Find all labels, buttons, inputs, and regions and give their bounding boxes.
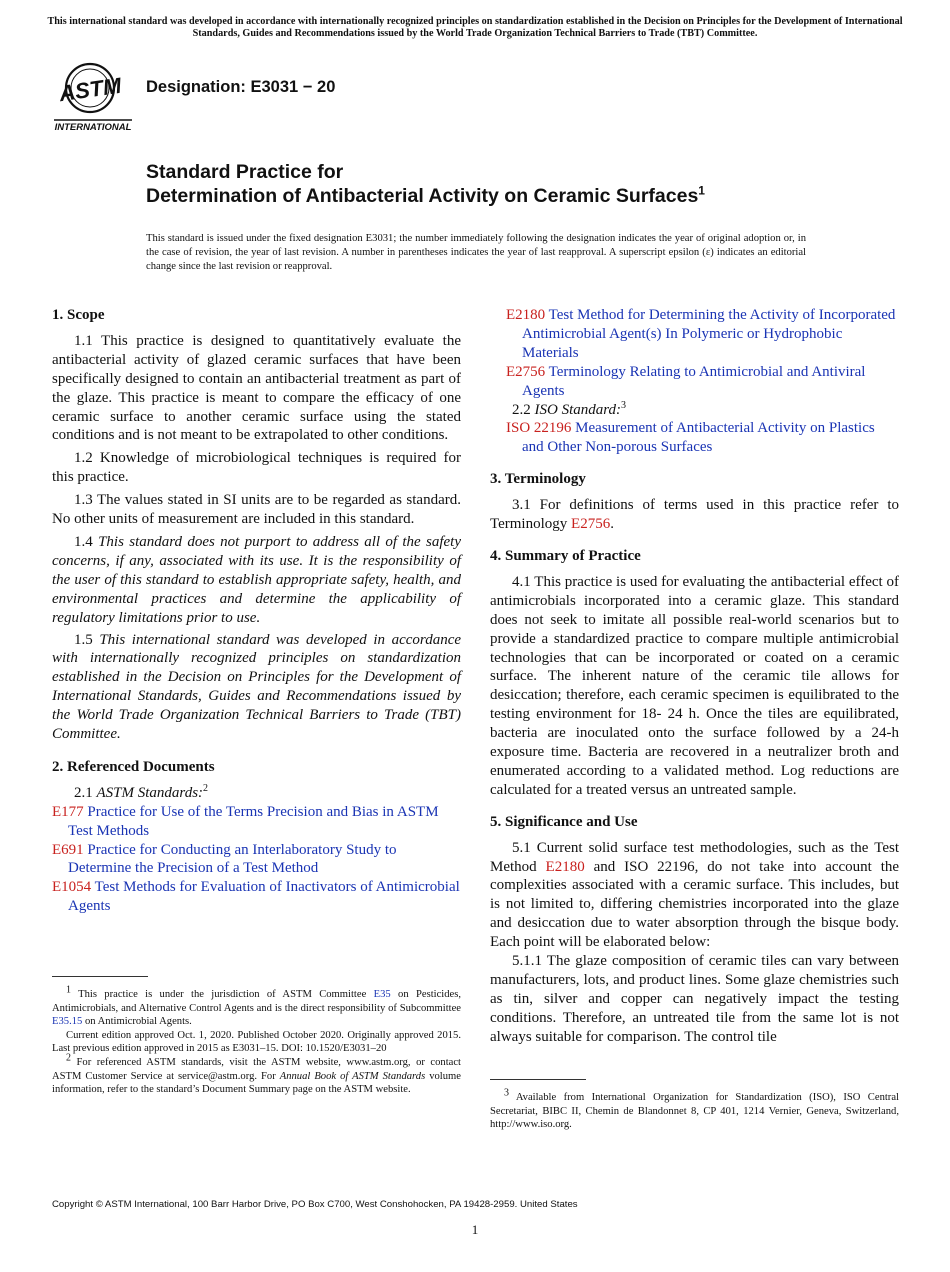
section-3-heading: 3. Terminology [490, 471, 586, 488]
ref-title-link[interactable]: Terminology Relating to Antimicrobial and Antiviral Agents [522, 363, 866, 399]
para-1-2: 1.2 Knowledge of microbiological techniques is required for this practice. [52, 450, 461, 486]
copyright-footer: Copyright © ASTM International, 100 Barr Harbor Drive, PO Box C700, West Conshohocken, PA 19428-2959. United States [52, 1199, 578, 1210]
para-1-3: 1.3 The values stated in SI units are to be regarded as standard. No other units of measurement are included in this standard. [52, 492, 461, 528]
footnote-1-text-a: This practice is under the jurisdiction of ASTM Committee [78, 989, 367, 1000]
footnote-2-text-b: volume information, refer to the standard’s Document Summary page on the ASTM website. [52, 1070, 461, 1096]
para-3-1-end: . [610, 516, 614, 533]
svg-text:ASTM: ASTM [57, 72, 123, 107]
title-footnote-mark: 1 [698, 183, 705, 198]
footnote-mark-2: 2 [203, 782, 209, 794]
para-5-1 [490, 839, 899, 952]
page-number: 1 [471, 1222, 479, 1237]
footnote-rule-right [490, 1079, 586, 1080]
reference-e2180[interactable] [490, 306, 899, 363]
ref-title-link[interactable]: Test Methods for Evaluation of Inactivators of Antimicrobial Agents [68, 879, 460, 915]
footnote-right [490, 1087, 899, 1132]
terminology-e2756-link[interactable]: E2756 [571, 516, 611, 533]
footnote-1 [52, 984, 461, 1029]
footnote-2 [52, 1052, 461, 1097]
reference-e691[interactable] [52, 841, 461, 879]
para-1-5-number: 1.5 [74, 631, 93, 648]
standards-notice: This international standard was developed in accordance with internationally recognized principles on standardization established in the Decision on Principles for the Development of International Standards, Guides and Recommendations issued by the World Trade Organization Technical Barriers to Trade (TBT) Committee. [47, 16, 903, 40]
para-3-1-text: 3.1 For definitions of terms used in this practice refer to Terminology [490, 497, 899, 533]
footnote-2-italic: Annual Book of ASTM Standards [279, 1070, 426, 1082]
test-method-e2180-link[interactable]: E2180 [545, 858, 585, 875]
footnote-1-text-b: on Pesticides, Antimicrobials, and Alternative Control Agents and is the direct responsibility of Subcommittee [52, 989, 461, 1014]
para-1-4 [52, 533, 461, 628]
section-4-heading: 4. Summary of Practice [490, 547, 641, 564]
footnote-3 [490, 1087, 899, 1132]
right-column [490, 306, 899, 1047]
para-2-1-number: 2.1 [74, 784, 93, 801]
ref-code-link[interactable]: E1054 [52, 879, 92, 896]
subcommittee-e35-15-link[interactable]: E35.15 [52, 1016, 83, 1028]
left-column [52, 306, 461, 916]
astm-logo [52, 58, 134, 130]
footnote-1-edition: Current edition approved Oct. 1, 2020. Published October 2020. Originally approved 2015. Last previous edition approved in 2015 as E3031–15. DOI: 10.1520/E3031–20 [52, 1029, 461, 1055]
para-2-1-text: ASTM Standards: [96, 784, 204, 801]
para-1-4-number: 1.4 [74, 533, 93, 550]
ref-code-link[interactable]: E691 [52, 841, 84, 858]
ref-title-link[interactable]: Practice for Use of the Terms Precision and Bias in ASTM Test Methods [68, 803, 439, 839]
ref-code-link[interactable]: E2756 [506, 363, 546, 380]
reference-e1054[interactable] [52, 878, 461, 916]
reference-e2756[interactable] [490, 363, 899, 401]
footnotes-left [52, 984, 461, 1097]
ref-code-link[interactable]: ISO 22196 [506, 420, 572, 437]
para-5-1-text-b: and ISO 22196, do not take into account the complexities associated with a ceramic surface. This includes, but is not limited to, differing chemistries incorporated into the glaze and desiccation due to water absorption through the bisque body. Each point will be elaborated below: [490, 858, 900, 951]
reference-iso-22196[interactable] [490, 419, 899, 457]
para-5-1-1: 5.1.1 The glaze composition of ceramic tiles can vary between manufacturers, lots, and product lines. Some glaze chemistries such as tin, silver and copper can negatively impact the testing conditions. Therefore, an untreated tile from the same lot is not always suitable for comparison. The control tile [490, 953, 899, 1045]
section-5-heading: 5. Significance and Use [490, 813, 638, 830]
para-3-1 [490, 496, 899, 534]
para-5-1-text-a: 5.1 Current solid surface test methodologies, such as the Test Method [490, 839, 899, 875]
footnote-3-text: Available from International Organization for Standardization (ISO), ISO Central Secretariat, BIBC II, Chemin de Blandonnet 8, CP 401, 1214 Vernier, Geneva, Switzerland, http://www.iso.org. [490, 1092, 899, 1131]
para-1-5-text: This international standard was developed in accordance with internationally recognized principles on standardization established in the Decision on Principles for the Development of International Standards, Guides and Recommendations issued by the World Trade Organization Technical Barriers to Trade (TBT) Committee. [52, 631, 462, 743]
title-line-2: Determination of Antibacterial Activity on Ceramic Surfaces [146, 185, 699, 207]
title-line-1: Standard Practice for [146, 161, 344, 183]
footnote-rule-left [52, 976, 148, 977]
para-4-1: 4.1 This practice is used for evaluating the antibacterial effect of antimicrobials incorporated into a ceramic glaze. This standard does not seek to imitate all possible real-world scenarios but to provide a standardized practice to compare multiple antimicrobial technologies that can be incorporated or coated on a ceramic surface. The inherent nature of the ceramic tile allows for desiccation; therefore, each ceramic specimen is equilibrated to the testing environment for 18- 24 h. Once the tiles are equilibrated, bacteria are inoculated onto the surface followed by a 24-h exposure time. Bacteria are recovered in a neutralizer broth and enumerated according to a validated method. Log reductions are calculated for a treated versus an untreated sample. [490, 573, 899, 798]
footnote-1-mark: 1 [66, 984, 71, 996]
para-1-4-text: This standard does not purport to address all of the safety concerns, if any, associated with its use. It is the responsibility of the user of this standard to establish appropriate safety, health, and environmental practices and determine the applicability of regulatory limitations prior to use. [52, 533, 462, 626]
para-2-2-text: ISO Standard: [534, 401, 622, 418]
section-1-heading: 1. Scope [52, 307, 105, 323]
designation: Designation: E3031 − 20 [146, 78, 336, 96]
reference-e177[interactable] [52, 803, 461, 841]
svg-text:INTERNATIONAL: INTERNATIONAL [54, 122, 132, 130]
document-title [146, 160, 705, 208]
footnote-2-mark: 2 [66, 1052, 71, 1064]
section-2-heading: 2. Referenced Documents [52, 758, 215, 775]
ref-title-link[interactable]: Practice for Conducting an Interlaboratory Study to Determine the Precision of a Test Method [68, 841, 397, 877]
ref-code-link[interactable]: E2180 [506, 307, 546, 323]
para-2-2-number: 2.2 [512, 401, 531, 418]
preamble: This standard is issued under the fixed designation E3031; the number immediately following the designation indicates the year of original adoption or, in the case of revision, the year of last revision. A number in parentheses indicates the year of last reapproval. A superscript epsilon (ε) indicates an editorial change since the last revision or reapproval. [146, 233, 806, 272]
ref-title-link[interactable]: Measurement of Antibacterial Activity on Plastics and Other Non-porous Surfaces [522, 420, 875, 456]
footnote-mark-3: 3 [621, 399, 627, 411]
para-2-1 [52, 784, 461, 803]
footnote-3-mark: 3 [504, 1087, 509, 1099]
ref-code-link[interactable]: E177 [52, 803, 84, 820]
ref-title-link[interactable]: Test Method for Determining the Activity of Incorporated Antimicrobial Agent(s) In Polymeric or Hydrophobic Materials [522, 307, 896, 361]
footnote-2-text-a: For referenced ASTM standards, visit the ASTM website, www.astm.org, or contact ASTM Customer Service at service@astm.org. For [52, 1056, 461, 1082]
footnote-1-text-c: on Antimicrobial Agents. [84, 1016, 192, 1028]
para-1-5 [52, 631, 461, 744]
para-1-1: 1.1 This practice is designed to quantitatively evaluate the antibacterial activity of glazed ceramic surfaces that have been specifically designed to contain an antibacterial treatment as part of the glaze. This practice is meant to compare the efficacy of one ceramic surface to another ceramic surface using the stated conditions and is not meant to be extrapolated to other conditions. [52, 332, 461, 444]
committee-e35-link[interactable]: E35 [373, 989, 391, 1000]
para-2-2 [490, 401, 899, 420]
